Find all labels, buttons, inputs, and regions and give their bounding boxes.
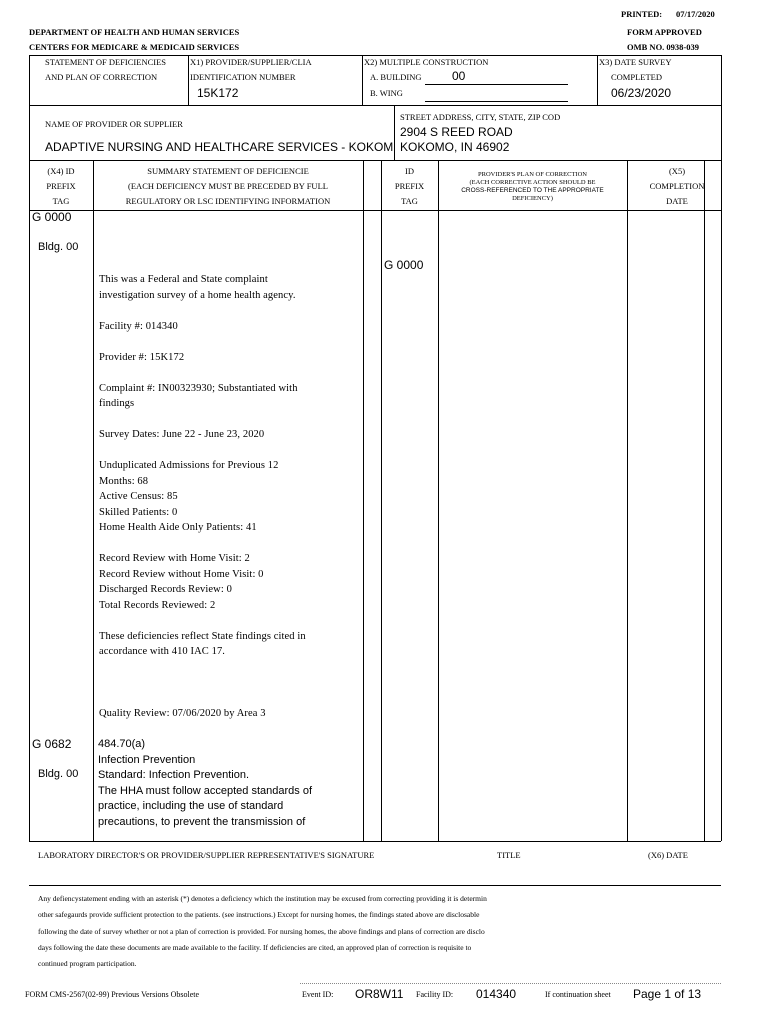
summary-line: This was a Federal and State complaint (99, 274, 268, 285)
summary-line: Survey Dates: June 22 - June 23, 2020 (99, 429, 265, 440)
standard-line: Standard: Infection Prevention. (98, 769, 250, 781)
standard-line: 484.70(a) (98, 738, 146, 750)
id-header-3: TAG (401, 196, 418, 206)
summary-header-3: REGULATORY OR LSC IDENTIFYING INFORMATION (125, 196, 331, 206)
standard-statement (98, 737, 312, 830)
disclaimer-line: days following the date these documents are made available to the facility. If deficiencies are cited, an approved plan of correction is requisite to (38, 942, 472, 952)
x4-header-1: (X4) ID (47, 166, 75, 176)
continuation-label: If continuation sheet (545, 990, 611, 999)
multiple-construction-label: X2) MULTIPLE CONSTRUCTION (364, 57, 489, 67)
facility-id-value: 014340 (476, 987, 517, 1001)
summary-line: Active Census: 85 (99, 491, 178, 502)
summary-line: findings (99, 398, 135, 409)
address-label: STREET ADDRESS, CITY, STATE, ZIP COD (400, 112, 561, 122)
standard-line: practice, including the use of standard (98, 800, 284, 812)
summary-line (99, 443, 306, 459)
summary-line (99, 613, 306, 629)
statement-label-2: AND PLAN OF CORRECTION (45, 72, 158, 82)
building-label: A. BUILDING (370, 72, 422, 82)
summary-line (99, 334, 306, 350)
summary-line (99, 536, 306, 552)
summary-line: Total Records Reviewed: 2 (99, 599, 216, 611)
id-header-1: ID (405, 166, 414, 176)
x5-header-1: (X5) (668, 166, 686, 176)
summary-line: Complaint #: IN00323930; Substantiated with (99, 382, 298, 394)
id-prefix-tag-1: G 0000 (384, 258, 424, 272)
standard-line: Infection Prevention (98, 753, 196, 766)
summary-line: Home Health Aide Only Patients: 41 (99, 522, 257, 533)
summary-statement (99, 272, 306, 722)
prefix-tag-1: G 0000 (32, 210, 72, 224)
building-tag-1: Bldg. 00 (38, 241, 79, 253)
summary-line: Unduplicated Admissions for Previous 12 (99, 460, 279, 471)
form-number: FORM CMS-2567(02-99) Previous Versions Obsolete (25, 990, 200, 999)
wing-label: B. WING (370, 88, 403, 98)
building-tag-2: Bldg. 00 (38, 768, 79, 780)
director-signature-label: LABORATORY DIRECTOR'S OR PROVIDER/SUPPLIER REPRESENTATIVE'S SIGNATURE (38, 850, 375, 860)
x5-header-3: DATE (666, 196, 688, 206)
statement-label-1: STATEMENT OF DEFICIENCIES (45, 57, 167, 67)
plan-header-3: CROSS-REFERENCED TO THE APPROPRIATE (461, 187, 604, 194)
id-header-2: PREFIX (394, 181, 425, 191)
prefix-tag-2: G 0682 (32, 737, 72, 751)
summary-header-2: (EACH DEFICIENCY MUST BE PRECEDED BY FULL (128, 181, 328, 191)
date-survey-label-1: X3) DATE SURVEY (599, 57, 672, 67)
date-survey-label-2: COMPLETED (611, 72, 662, 82)
printed-date: 07/17/2020 (676, 9, 715, 19)
event-id-value: OR8W11 (355, 987, 404, 1001)
provider-id-label-2: IDENTIFICATION NUMBER (190, 72, 296, 82)
summary-line: investigation survey of a home health agency. (99, 289, 296, 301)
summary-line: Provider #: 15K172 (99, 351, 185, 363)
title-label: TITLE (497, 850, 521, 860)
department-name: DEPARTMENT OF HEALTH AND HUMAN SERVICES (29, 27, 240, 37)
disclaimer (38, 891, 487, 972)
summary-line (99, 675, 306, 691)
summary-line: Months: 68 (99, 475, 149, 487)
centers-name: CENTERS FOR MEDICARE & MEDICAID SERVICES (29, 42, 240, 52)
summary-line: accordance with 410 IAC 17. (99, 646, 226, 657)
summary-line (99, 660, 306, 676)
event-id-label: Event ID: (302, 990, 334, 999)
disclaimer-line: other safegaurds provide sufficient protection to the patients. (see instructions.) Except for nursing homes, the findings stated above are disclosable (38, 910, 480, 920)
facility-id-label: Facility ID: (416, 990, 454, 999)
summary-line: These deficiencies reflect State findings cited in (99, 630, 306, 642)
standard-line: precautions, to prevent the transmission of (98, 815, 306, 828)
disclaimer-line: following the date of survey whether or not a plan of correction is provided. For nursing homes, the above findings and plans of correction are disclo (38, 926, 485, 936)
summary-line: Facility #: 014340 (99, 320, 178, 332)
summary-line (99, 412, 306, 428)
plan-header-4: DEFICIENCY) (512, 195, 553, 202)
provider-name-label: NAME OF PROVIDER OR SUPPLIER (45, 119, 183, 129)
summary-line (99, 303, 306, 319)
provider-id-value: 15K172 (197, 86, 239, 100)
provider-name-value: ADAPTIVE NURSING AND HEALTHCARE SERVICES - KOKOM (45, 140, 394, 154)
plan-header-2: (EACH CORRECTIVE ACTION SHOULD BE (469, 179, 596, 186)
date-label: (X6) DATE (648, 850, 688, 860)
form-approved: FORM APPROVED (627, 27, 702, 37)
page-number: Page 1 of 13 (633, 987, 702, 1001)
summary-line: Record Review without Home Visit: 0 (99, 568, 264, 580)
disclaimer-line: Any defiencystatement ending with an asterisk (*) denotes a deficiency which the institution may be excused from correcting providing it is determin (38, 894, 487, 903)
plan-header-1: PROVIDER'S PLAN OF CORRECTION (478, 171, 587, 178)
summary-line (99, 365, 306, 381)
summary-line: Skilled Patients: 0 (99, 506, 178, 518)
omb-number: OMB NO. 0938-039 (627, 42, 700, 52)
x5-header-2: COMPLETION (649, 181, 705, 191)
building-value: 00 (452, 69, 466, 83)
summary-header-1: SUMMARY STATEMENT OF DEFICIENCIE (147, 166, 309, 176)
summary-line: Discharged Records Review: 0 (99, 584, 232, 595)
summary-line: Record Review with Home Visit: 2 (99, 553, 250, 564)
address-line-2: KOKOMO, IN 46902 (400, 140, 510, 154)
x4-header-3: TAG (52, 196, 70, 206)
summary-line: Quality Review: 07/06/2020 by Area 3 (99, 708, 266, 719)
provider-id-label-1: X1) PROVIDER/SUPPLIER/CLIA (190, 57, 312, 67)
disclaimer-line: continued program participation. (38, 959, 137, 969)
x4-header-2: PREFIX (46, 181, 76, 191)
printed-label: PRINTED: (621, 9, 663, 19)
date-survey-value: 06/23/2020 (611, 86, 672, 100)
summary-line (99, 691, 306, 707)
address-line-1: 2904 S REED ROAD (400, 125, 513, 139)
standard-line: The HHA must follow accepted standards of (98, 784, 312, 797)
